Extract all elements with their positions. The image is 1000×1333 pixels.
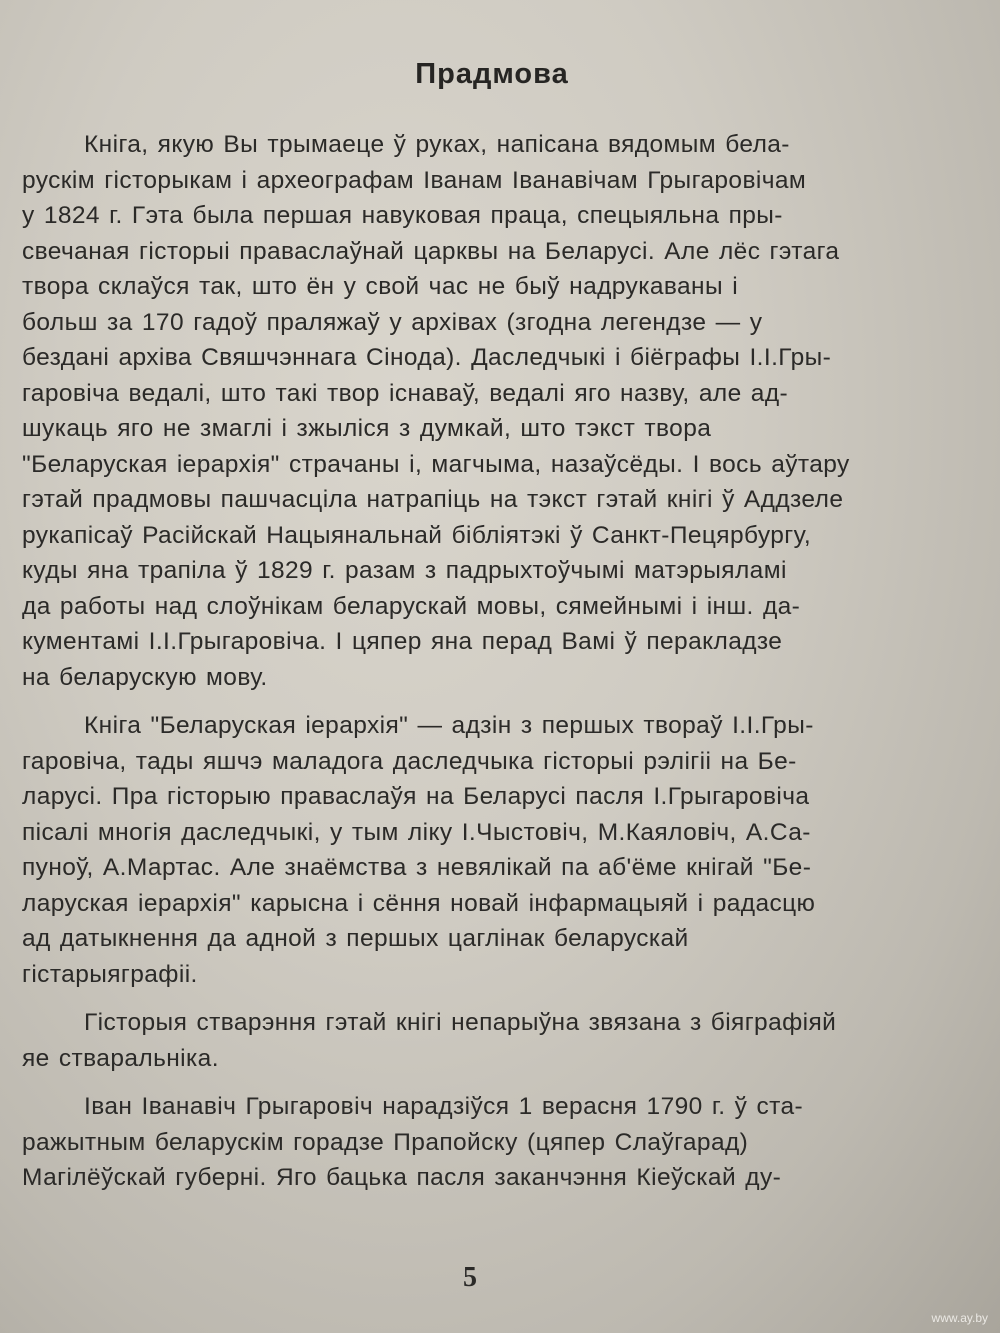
text-line: свечаная гісторыі праваслаўнай царквы на Беларусі. Але лёс гэтага: [22, 237, 840, 265]
text-line: рукапісаў Расійскай Нацыянальнай бібліятэкі ў Санкт-Пецярбургу,: [22, 521, 812, 549]
watermark: www.ay.by: [931, 1311, 988, 1325]
text-line: бездані архіва Свяшчэннага Сінода). Даследчыкі і біёграфы І.І.Гры-: [22, 344, 832, 371]
text-line: гістарыяграфіі.: [22, 960, 198, 988]
text-line: Гісторыя стварэння гэтай кнігі непарыўна звязана з біяграфіяй: [84, 1009, 837, 1036]
paragraph: [22, 708, 922, 992]
text-line: гаровіча ведалі, што такі твор існаваў, ведалі яго назву, але ад-: [22, 379, 789, 407]
body-text: [22, 127, 922, 1196]
text-line: рускім гісторыкам і археографам Іванам Іванавічам Грыгаровічам: [22, 166, 807, 194]
text-line: твора склаўся так, што ён у свой час не быў надрукаваны і: [22, 273, 739, 300]
text-line: пуноў, А.Мартас. Але знаёмства з невялікай па аб'ёме кнігай "Бе-: [22, 854, 812, 881]
paragraph: [22, 1089, 922, 1196]
text-line: ад датыкнення да адной з першых цаглінак беларускай: [22, 925, 689, 952]
text-line: Магілёўскай губерні. Яго бацька пасля заканчэння Кіеўскай ду-: [22, 1164, 782, 1191]
text-line: кументамі І.І.Грыгаровіча. І цяпер яна перад Вамі ў перакладзе: [22, 628, 783, 655]
text-line: куды яна трапіла ў 1829 г. разам з падрыхтоўчымі матэрыяламі: [22, 557, 787, 584]
text-line: шукаць яго не змаглі і зжыліся з думкай, што тэкст твора: [22, 415, 712, 442]
text-line: "Беларуская іерархія" страчаны і, магчыма, назаўсёды. І вось аўтару: [22, 450, 850, 478]
text-line: на беларускую мову.: [22, 663, 268, 691]
text-line: пісалі многія даследчыкі, у тым ліку І.Чыстовіч, М.Каяловіч, А.Са-: [22, 818, 811, 846]
text-line: гэтай прадмовы пашчасціла натрапіць на тэкст гэтай кнігі ў Аддзеле: [22, 486, 844, 513]
text-line: Кніга, якую Вы трымаеце ў руках, напісана вядомым бела-: [84, 131, 790, 158]
text-line: Іван Іванавіч Грыгаровіч нарадзіўся 1 верасня 1790 г. ў ста-: [84, 1093, 804, 1120]
text-line: ларусі. Пра гісторыю праваслаўя на Беларусі пасля І.Грыгаровіча: [22, 783, 810, 810]
paragraph: [22, 1005, 922, 1076]
text-line: Кніга "Беларуская іерархія" — адзін з першых твораў І.І.Гры-: [84, 712, 814, 739]
text-line: у 1824 г. Гэта была першая навуковая праца, спецыяльна пры-: [22, 202, 783, 229]
page-number: 5: [463, 1262, 477, 1293]
text-line: гаровіча, тады яшчэ маладога даследчыка гісторыі рэлігіі на Бе-: [22, 747, 797, 775]
page-title: Прадмова: [415, 58, 569, 90]
paragraph: [22, 127, 922, 695]
text-line: яе стваральніка.: [22, 1044, 219, 1072]
text-line: да работы над слоўнікам беларускай мовы, сямейнымі і інш. да-: [22, 592, 801, 620]
text-line: ражытным беларускім горадзе Прапойску (цяпер Слаўгарад): [22, 1128, 749, 1156]
text-line: ларуская іерархія" карысна і сёння новай інфармацыяй і радасцю: [22, 889, 816, 917]
text-line: больш за 170 гадоў праляжаў у архівах (згодна легендзе — у: [22, 308, 763, 336]
